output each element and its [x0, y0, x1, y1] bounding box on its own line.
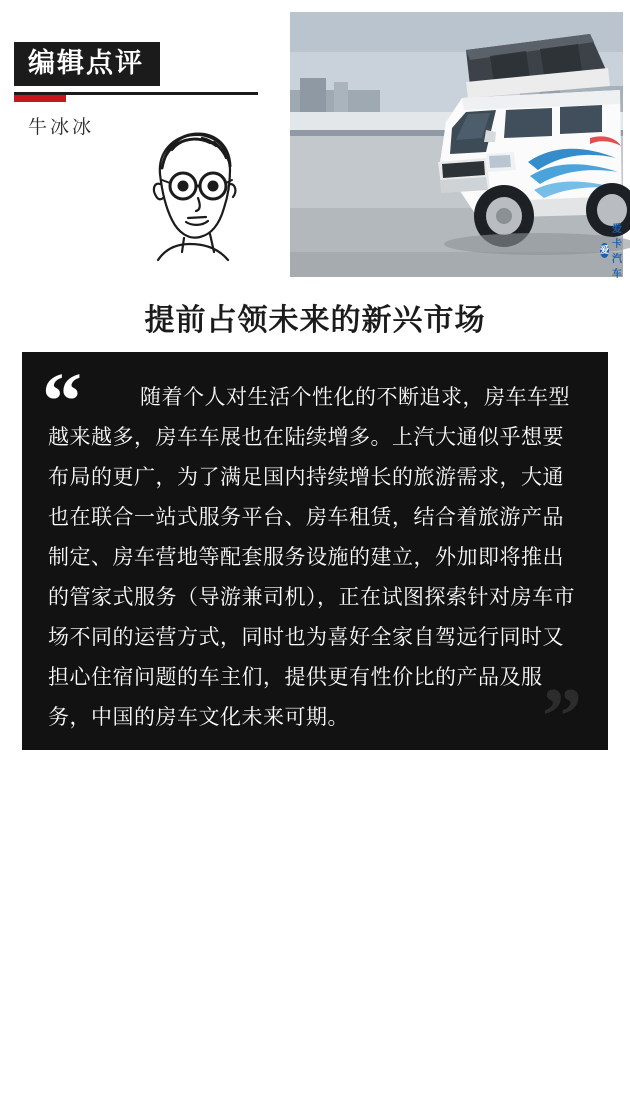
quote-open-mark: “ — [42, 358, 78, 446]
quote-close-mark: ” — [542, 673, 578, 761]
quote-body-text: 随着个人对生活个性化的不断追求，房车车型越来越多，房车车展也在陆续增多。上汽大通似乎想要布局的更广，为了满足国内持续增长的旅游需求，大通也在联合一站式服务平台、房车租赁，结合着旅游产品制定、房车营地等配套服务设施的建立，外加即将推出的管家式服务（导游兼司机），正在试图探索针对房车市场不同的运营方式，同时也为喜好全家自驾远行同时又担心住宿问题的车主们，提供更有性价比的产品及服务，中国的房车文化未来可期。 — [48, 386, 575, 729]
photo-badge-text: 爱卡汽车 — [612, 224, 623, 280]
photo-badge-initial: 爱 — [600, 243, 609, 258]
quote-block — [22, 352, 624, 1116]
accent-bar — [14, 95, 66, 102]
watermark-brand-cn: 圣兴汽车 — [500, 1044, 605, 1116]
page-title: 提前占领未来的新兴市场 — [144, 304, 486, 337]
section-tag: 编辑点评 — [14, 42, 160, 86]
watermark-brand: SX — [414, 1038, 491, 1107]
editor-header — [0, 0, 290, 280]
author-name: 牛冰冰 — [28, 117, 95, 138]
camper-van-photo — [290, 12, 623, 280]
watermark-url: www.hbsxqc.cn — [514, 1092, 624, 1109]
author-avatar-sketch — [118, 112, 268, 262]
photo-watermark-badge — [600, 220, 628, 280]
